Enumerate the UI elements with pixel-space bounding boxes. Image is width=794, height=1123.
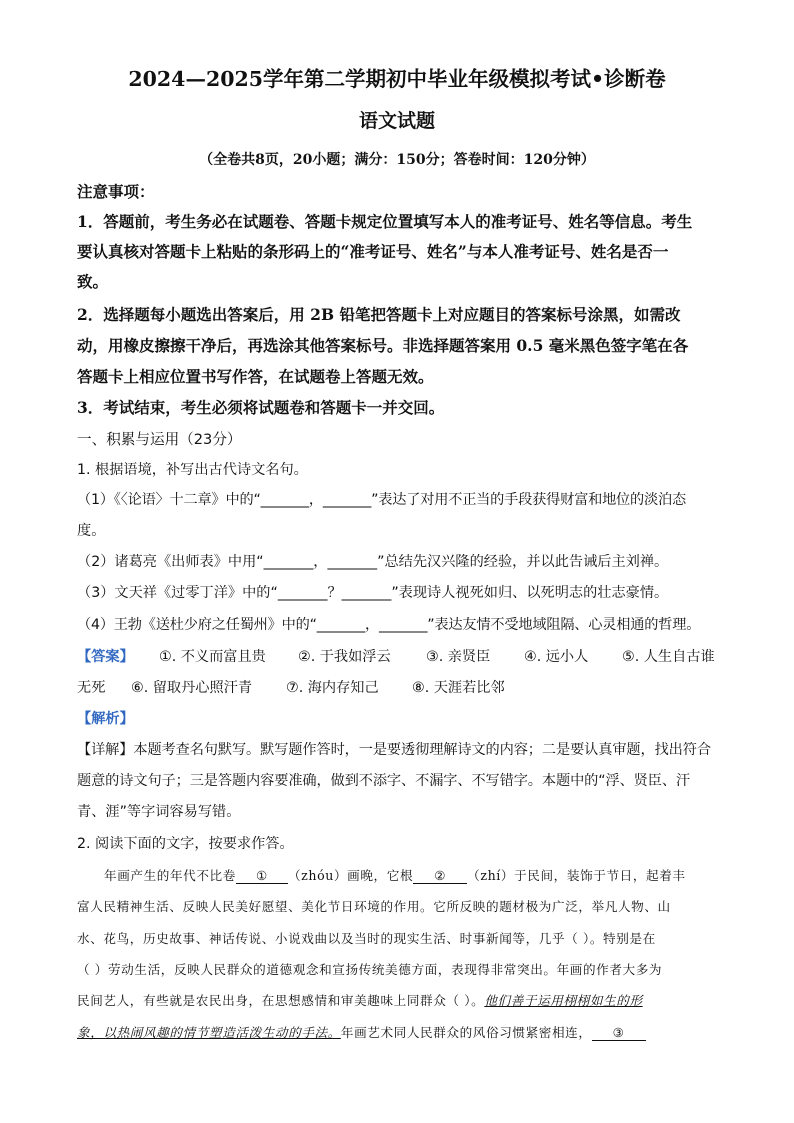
answer-item: ⑤. 人生自古谁 xyxy=(622,649,715,665)
blank-3: ③ xyxy=(592,1025,646,1041)
passage-text: 年画艺术同人民群众的风俗习惯紧密相连， xyxy=(340,1025,592,1040)
question-1-item: （3）文天祥《过零丁洋》中的“_______？_______”表现诗人视死如归、以死明志的壮志豪情。 xyxy=(77,585,669,601)
exam-title: 2024—2025学年第二学期初中毕业年级模拟考试•诊断卷 xyxy=(128,67,666,91)
passage-text: （zhóu）画晚，它根 xyxy=(287,868,414,883)
answer-item: 无死 xyxy=(77,680,106,696)
detail-line: 【详解】本题考查名句默写。默写题作答时，一是要透彻理解诗文的内容；二是要认真审题，找出符合 xyxy=(77,742,711,758)
notice-line: 3．考试结束，考生必须将试题卷和答题卡一并交回。 xyxy=(77,398,445,417)
passage-line: 富人民精神生活、反映人民美好愿望、美化节日环境的作用。它所反映的题材极为广泛，举凡人物、山 xyxy=(77,899,671,914)
blank-1: ① xyxy=(236,868,288,884)
blank-2: ② xyxy=(413,868,467,884)
underlined-sentence: 象，以热闹风趣的情节塑造活泼生动的手法。 xyxy=(77,1025,341,1040)
answer-item: ②. 于我如浮云 xyxy=(298,649,391,665)
passage-text: 年画产生的年代不比卷 xyxy=(104,868,236,883)
notice-line: 致。 xyxy=(77,272,109,291)
detail-line: 青、涯”等字词容易写错。 xyxy=(77,804,241,820)
answer-item: ①. 不义而富且贵 xyxy=(159,649,266,665)
subject-title: 语文试题 xyxy=(358,110,435,132)
question-1-item: （4）王勃《送杜少府之任蜀州》中的“_______，_______”表达友情不受地域阻隔、心灵相通的哲理。 xyxy=(77,617,701,633)
question-1-stem: 1. 根据语境，补写出古代诗文名句。 xyxy=(77,462,308,478)
section-heading: 一、积累与运用（23分） xyxy=(77,431,242,448)
question-1-item: （2）诸葛亮《出师表》中用“_______，_______”总结先汉兴隆的经验，并以此告诫后主刘禅。 xyxy=(77,554,669,570)
answer-item: ③. 亲贤臣 xyxy=(426,649,491,665)
detail-line: 题意的诗文句子；三是答题内容要准确，做到不添字、不漏字、不写错字。本题中的“浮、贤臣、汗 xyxy=(77,773,691,789)
passage-text: 民间艺人，有些就是农民出身，在思想感情和审美趣味上同群众（ ）。 xyxy=(77,993,485,1008)
passage-line xyxy=(77,1022,646,1041)
answer-item: ⑧. 天涯若比邻 xyxy=(412,680,505,696)
notice-line: 2．选择题每小题选出答案后，用 2B 铅笔把答题卡上对应题目的答案标号涂黑，如需改 xyxy=(77,305,681,324)
answer-item: ⑥. 留取丹心照汗青 xyxy=(131,680,253,696)
notice-line: 1．答题前，考生务必在试题卷、答题卡规定位置填写本人的准考证号、姓名等信息。考生 xyxy=(77,212,693,231)
answer-item: ⑦. 海内存知己 xyxy=(286,680,379,696)
question-1-item: （1）《〈论语〉十二章》中的“_______，_______”表达了对用不正当的手段获得财富和地位的淡泊态 xyxy=(77,492,686,508)
passage-line xyxy=(77,990,643,1009)
notice-line: 答题卡上相应位置书写作答，在试题卷上答题无效。 xyxy=(77,367,434,386)
passage-line xyxy=(104,865,686,884)
notice-line: 动，用橡皮擦擦干净后，再选涂其他答案标号。非选择题答案用 0.5 毫米黑色签字笔在各 xyxy=(77,336,689,355)
analysis-tag: 【解析】 xyxy=(77,711,134,727)
notice-line: 要认真核对答题卡上粘贴的条形码上的“准考证号、姓名”与本人准考证号、姓名是否一 xyxy=(77,242,669,261)
exam-meta: （全卷共8页，20小题；满分：150分；答卷时间：120分钟） xyxy=(199,152,595,168)
question-2-stem: 2. 阅读下面的文字，按要求作答。 xyxy=(77,836,294,852)
passage-line: 水、花鸟，历史故事、神话传说、小说戏曲以及当时的现实生活、时事新闻等，几乎（ ）。特别是在 xyxy=(77,931,656,946)
passage-text: （zhí）于民间，装饰于节日，起着丰 xyxy=(467,868,686,883)
answer-item: ④. 远小人 xyxy=(524,649,589,665)
answer-tag: 【答案】 xyxy=(77,649,134,665)
passage-line: （ ）劳动生活，反映人民群众的道德观念和宣扬传统美德方面，表现得非常突出。年画的作者大多为 xyxy=(77,962,663,977)
question-1-item: 度。 xyxy=(77,523,106,539)
notice-heading: 注意事项： xyxy=(77,182,155,201)
underlined-sentence: 他们善于运用栩栩如生的形 xyxy=(484,993,643,1008)
